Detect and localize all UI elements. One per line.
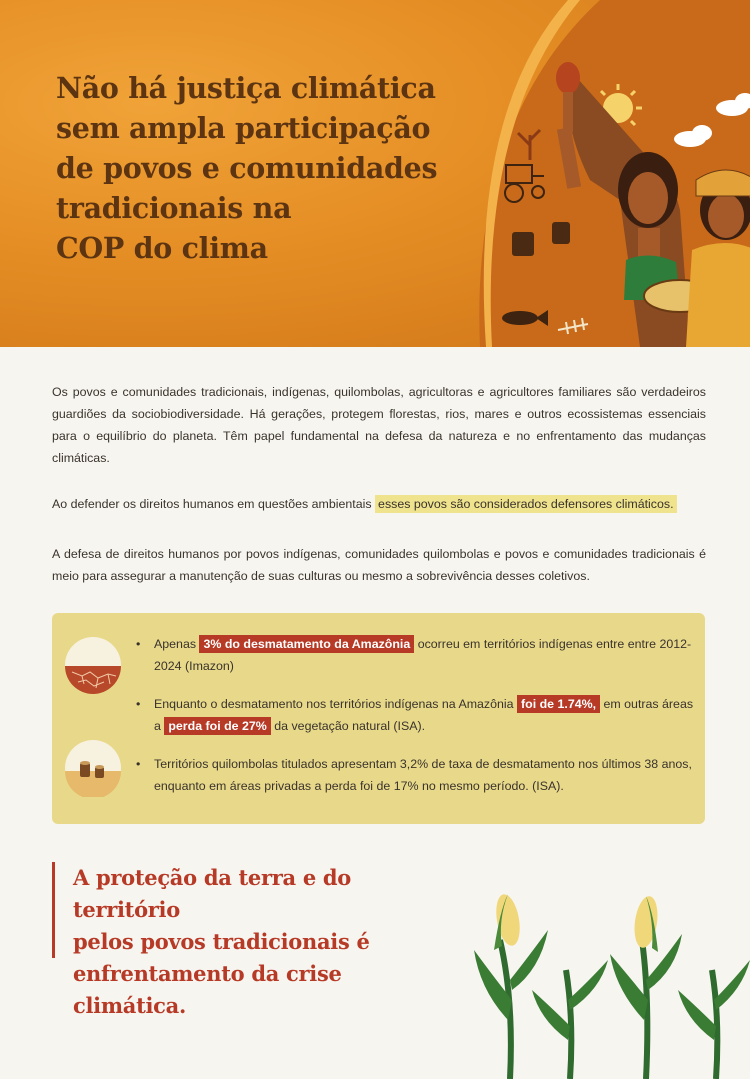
tree-stumps-icon <box>64 739 122 797</box>
corn-plant-icon <box>678 960 750 1079</box>
page-title <box>56 68 456 268</box>
item-text: Enquanto o desmatamento nos territórios indígenas na Amazônia <box>154 697 517 711</box>
intro-paragraph: Os povos e comunidades tradicionais, indígenas, quilombolas, agricultoras e agricultores familiares são verdadeiros guardiões da sociobiodiversidade. Há gerações, protegem florestas, rios, mares e outros ecossistemas essenciais para o equilíbrio do planeta. Têm papel fundamental na defesa da natureza e no enfrentamento das mudanças climáticas. <box>52 385 706 465</box>
highlight-27-percent: perda foi de 27% <box>164 717 270 735</box>
corn-plant-icon <box>610 895 682 1079</box>
corn-plant-icon <box>474 892 548 1079</box>
item-text: ocorreu em territórios indígenas entre entre 2012-2024 (Imazon) <box>154 637 692 673</box>
corn-plant-icon <box>532 960 608 1079</box>
title-line: de povos e comunidades <box>56 151 438 185</box>
list-item <box>136 633 696 677</box>
cracked-earth-icon <box>64 636 122 694</box>
title-line: Não há justiça climática <box>56 71 436 105</box>
quote-text <box>73 862 455 1022</box>
stats-list <box>136 633 696 813</box>
hero-banner <box>0 0 750 347</box>
quote-line: A proteção da terra e do território <box>73 865 352 922</box>
item-text: da vegetação natural (ISA). <box>270 719 426 733</box>
paragraph-text: Ao defender os direitos humanos em questões ambientais <box>52 497 376 511</box>
corn-plants-illustration <box>470 880 750 1079</box>
title-line: tradicionais na <box>56 191 292 225</box>
rights-paragraph: A defesa de direitos humanos por povos indígenas, comunidades quilombolas e povos e comunidades tradicionais é meio para assegurar a manutenção de suas culturas ou mesmo a sobrevivência desses coletivos. <box>52 547 706 583</box>
title-line: sem ampla participação <box>56 111 431 145</box>
item-text: em outras áreas a <box>154 697 694 733</box>
list-item <box>136 693 696 737</box>
pull-quote <box>52 862 455 1018</box>
quote-line: enfrentamento da crise climática. <box>73 961 342 1018</box>
list-item <box>136 753 696 797</box>
highlight-defensores: esses povos são considerados defensores climáticos. <box>375 495 676 513</box>
highlight-1-74-percent: foi de 1.74%, <box>517 695 600 713</box>
quote-line: pelos povos tradicionais é <box>73 929 370 954</box>
item-text: Territórios quilombolas titulados apresentam 3,2% de taxa de desmatamento nos últimos 38 anos, enquanto em áreas privadas a perda foi de 17% no mesmo período. (ISA). <box>154 757 692 793</box>
stats-callout <box>52 613 705 824</box>
defenders-paragraph <box>52 493 706 515</box>
highlight-3-percent: 3% do desmatamento da Amazônia <box>199 635 414 653</box>
item-text: Apenas <box>154 637 200 651</box>
title-line: COP do clima <box>56 231 268 265</box>
hero-illustration <box>440 0 750 347</box>
